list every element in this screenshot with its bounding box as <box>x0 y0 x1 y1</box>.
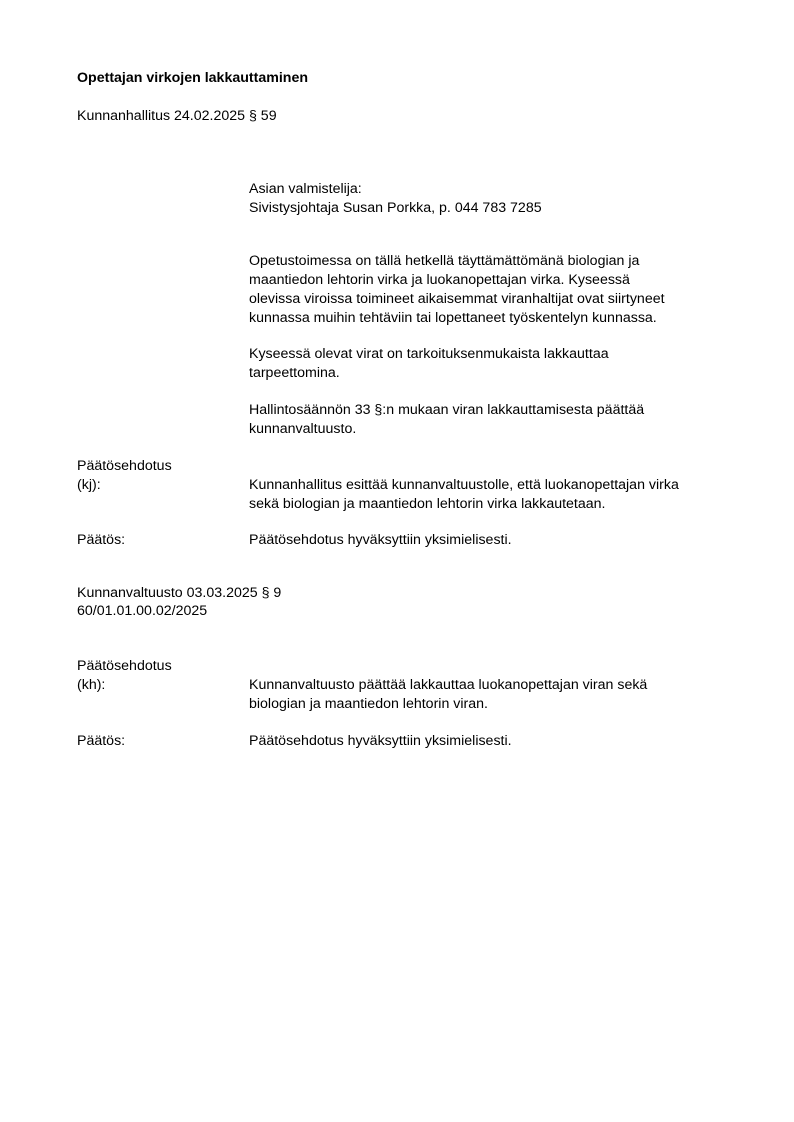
board-paragraph-2 <box>249 345 749 383</box>
text-line: kunnanvaltuusto. <box>249 421 357 437</box>
board-proposal-label-suffix: (kj): <box>77 477 101 493</box>
council-meeting-heading: Kunnanvaltuusto 03.03.2025 § 9 <box>77 585 282 601</box>
board-proposal-text <box>249 476 749 514</box>
council-decision-label: Päätös: <box>77 733 126 749</box>
board-meeting-heading: Kunnanhallitus 24.02.2025 § 59 <box>77 108 277 124</box>
preparer-label: Asian valmistelija: <box>249 181 362 197</box>
board-paragraph-1 <box>249 252 749 328</box>
text-line: Hallintosäännön 33 §:n mukaan viran lakkauttamisesta päättää <box>249 402 645 418</box>
text-line: Kunnanhallitus esittää kunnanvaltuustolle, että luokanopettajan virka <box>249 477 679 493</box>
council-decision-text: Päätösehdotus hyväksyttiin yksimielisesti. <box>249 733 512 749</box>
text-line: kunnassa muihin tehtäviin tai lopettaneet työskentelyn kunnassa. <box>249 310 657 326</box>
text-line: maantiedon lehtorin virka ja luokanopettajan virka. Kyseessä <box>249 272 630 288</box>
board-decision-label: Päätös: <box>77 532 126 548</box>
board-proposal-label: Päätösehdotus <box>77 458 172 474</box>
text-line: Kyseessä olevat virat on tarkoituksenmukaista lakkauttaa <box>249 346 609 362</box>
page-title: Opettajan virkojen lakkauttaminen <box>77 70 309 86</box>
board-decision-text: Päätösehdotus hyväksyttiin yksimielisesti. <box>249 532 512 548</box>
text-line: tarpeettomina. <box>249 365 340 381</box>
preparer-info: Sivistysjohtaja Susan Porkka, p. 044 783 7285 <box>249 200 542 216</box>
council-proposal-label-suffix: (kh): <box>77 677 106 693</box>
text-line: olevissa viroissa toimineet aikaisemmat viranhaltijat ovat siirtyneet <box>249 291 665 307</box>
council-reference: 60/01.01.00.02/2025 <box>77 603 208 619</box>
council-proposal-text <box>249 676 749 714</box>
text-line: sekä biologian ja maantiedon lehtorin virka lakkautetaan. <box>249 496 606 512</box>
text-line: Opetustoimessa on tällä hetkellä täyttämättömänä biologian ja <box>249 253 640 269</box>
board-paragraph-3 <box>249 401 749 439</box>
text-line: Kunnanvaltuusto päättää lakkauttaa luokanopettajan viran sekä <box>249 677 648 693</box>
council-proposal-label: Päätösehdotus <box>77 658 172 674</box>
text-line: biologian ja maantiedon lehtorin viran. <box>249 696 488 712</box>
